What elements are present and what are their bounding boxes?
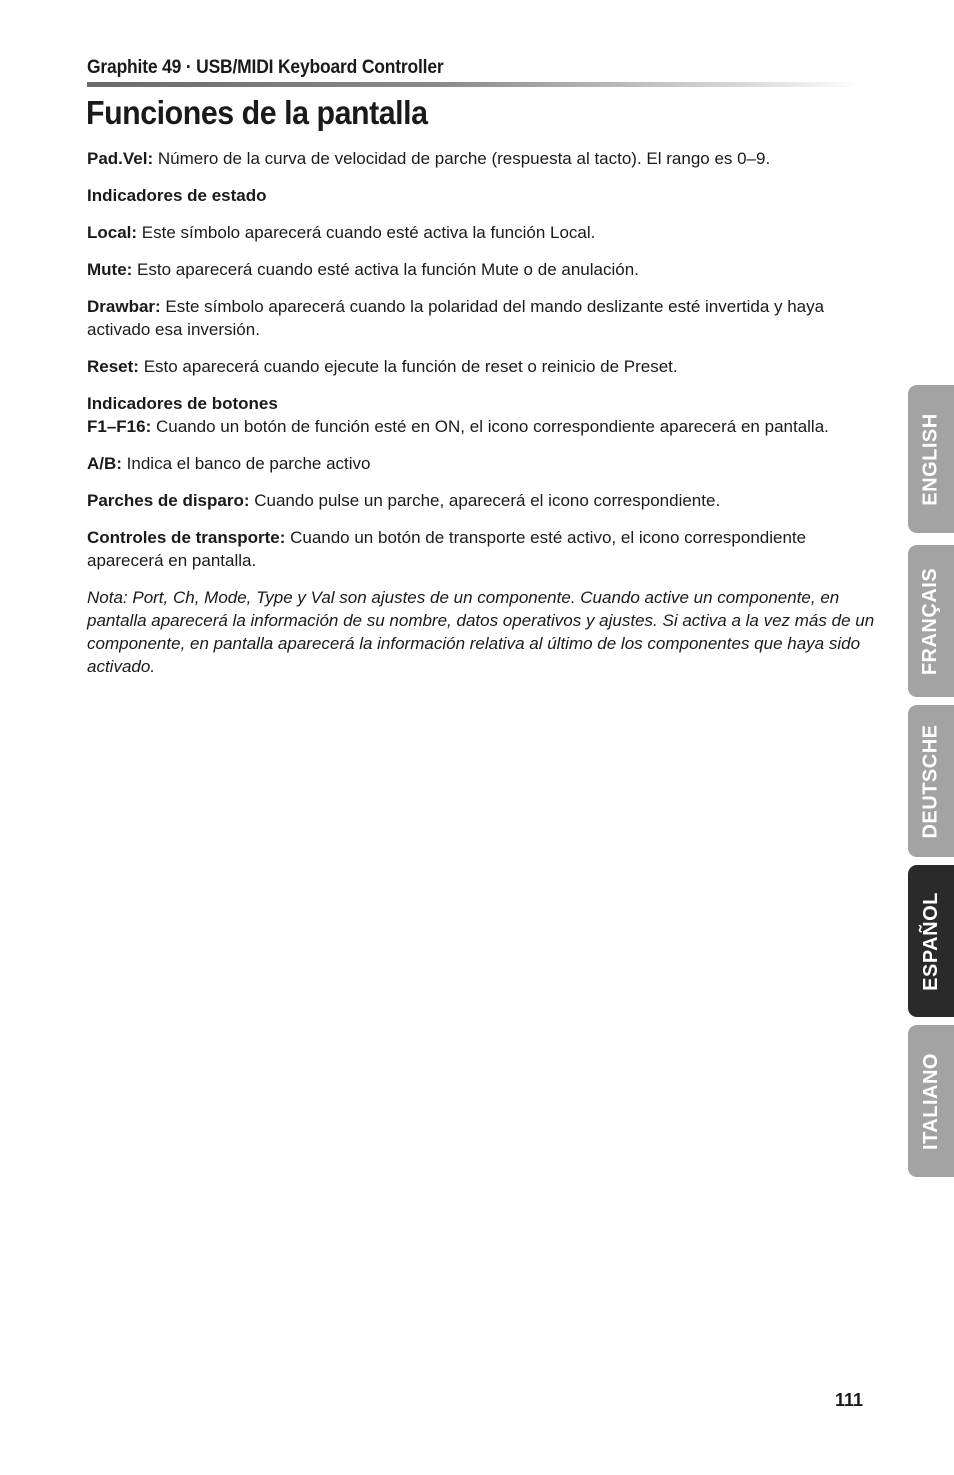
pads-text: Cuando pulse un parche, aparecerá el icono correspondiente. xyxy=(249,491,721,510)
tab-english[interactable] xyxy=(908,385,954,533)
main-content xyxy=(87,147,877,692)
drawbar-text: Este símbolo aparecerá cuando la polaridad del mando deslizante esté invertida y haya activado esa inversión. xyxy=(87,297,825,339)
document-header-title: Graphite 49 · USB/MIDI Keyboard Controller xyxy=(87,57,444,78)
tab-italiano-label: ITALIANO xyxy=(919,1052,942,1150)
header-rule xyxy=(87,82,862,87)
page-number: 111 xyxy=(835,1390,864,1410)
f1f16-paragraph xyxy=(87,415,877,438)
button-indicators-heading: Indicadores de botones xyxy=(87,394,278,413)
tab-espanol-label: ESPAÑOL xyxy=(919,891,942,991)
reset-paragraph xyxy=(87,355,877,378)
tab-deutsche[interactable] xyxy=(908,705,954,857)
local-paragraph xyxy=(87,221,877,244)
ab-label: A/B: xyxy=(87,454,122,473)
tab-francais[interactable] xyxy=(908,545,954,697)
padvel-label: Pad.Vel: xyxy=(87,149,154,168)
padvel-paragraph xyxy=(87,147,877,170)
status-indicators-heading: Indicadores de estado xyxy=(87,186,267,205)
note-paragraph: Nota: Port, Ch, Mode, Type y Val son ajustes de un componente. Cuando active un componente, en pantalla aparecerá la información de su nombre, datos operativos y ajustes. Si activa a la vez más de un componente, en pantalla aparecerá la información relativa al último de los componentes que haya sido activado. xyxy=(87,588,875,676)
pads-label: Parches de disparo: xyxy=(87,491,250,510)
tab-espanol[interactable] xyxy=(908,865,954,1017)
transport-text: Cuando un botón de transporte esté activo, el icono correspondiente aparecerá en pantalla. xyxy=(87,528,807,570)
transport-label: Controles de transporte: xyxy=(87,528,286,547)
ab-paragraph xyxy=(87,452,877,475)
mute-paragraph xyxy=(87,258,877,281)
f1f16-label: F1–F16: xyxy=(87,417,152,436)
drawbar-paragraph xyxy=(87,295,877,341)
page-title: Funciones de la pantalla xyxy=(86,94,428,131)
reset-text: Esto aparecerá cuando ejecute la función de reset o reinicio de Preset. xyxy=(138,357,678,376)
local-text: Este símbolo aparecerá cuando esté activa la función Local. xyxy=(137,223,596,242)
tab-english-label: ENGLISH xyxy=(919,412,942,506)
transport-paragraph xyxy=(87,526,877,572)
tab-francais-label: FRANÇAIS xyxy=(919,567,942,675)
tab-deutsche-label: DEUTSCHE xyxy=(919,723,942,839)
reset-label: Reset: xyxy=(87,357,139,376)
local-label: Local: xyxy=(87,223,138,242)
ab-text: Indica el banco de parche activo xyxy=(121,454,371,473)
padvel-text: Número de la curva de velocidad de parche (respuesta al tacto). El rango es 0–9. xyxy=(153,149,771,168)
f1f16-text: Cuando un botón de función esté en ON, el icono correspondiente aparecerá en pantalla. xyxy=(151,417,829,436)
mute-label: Mute: xyxy=(87,260,133,279)
tab-italiano[interactable] xyxy=(908,1025,954,1177)
drawbar-label: Drawbar: xyxy=(87,297,161,316)
pads-paragraph xyxy=(87,489,877,512)
mute-text: Esto aparecerá cuando esté activa la función Mute o de anulación. xyxy=(132,260,639,279)
